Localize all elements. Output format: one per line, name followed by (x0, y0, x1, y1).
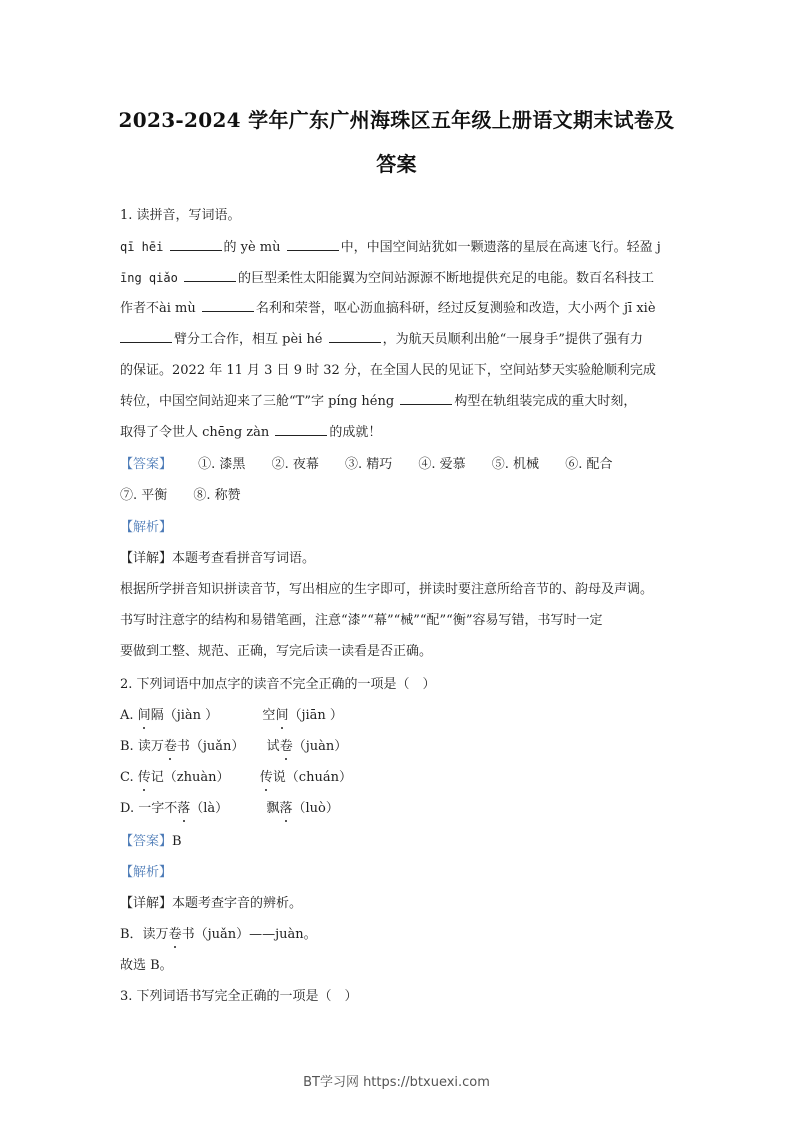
text: 书（juǎn） (176, 739, 245, 754)
text: 转位，中国空间站迎来了三舱“T”字 píng héng (120, 394, 395, 409)
answer-blank (184, 270, 236, 282)
option-label: D. (120, 801, 135, 816)
q1-answer-row1 (120, 456, 680, 474)
text: 一字不 (138, 801, 178, 816)
pinyin: īng qiǎo (120, 271, 178, 285)
pinyin: qī hēi (120, 240, 164, 254)
dotted-char: 卷 (279, 739, 293, 754)
answer-item: ⑧. 称赞 (193, 488, 241, 503)
answer-item: ③. 精巧 (344, 457, 393, 472)
q1-paragraph-line6 (120, 393, 680, 411)
text: 作者不ài mù (120, 301, 196, 316)
q1-paragraph-line2 (120, 269, 680, 288)
q3-stem: 3. 下列词语书写完全正确的一项是（ ） (120, 989, 358, 1004)
text: 中，中国空间站犹如一颗遗落的星辰在高速飞行。轻盈 j (340, 240, 661, 255)
footer-watermark: BT学习网 https://btxuexi.com (303, 1075, 490, 1090)
text: （juàn） (292, 739, 348, 754)
q2-answer (120, 833, 680, 851)
document-title-line2: 答案 (376, 152, 417, 176)
q1-detail (120, 550, 680, 568)
detail-text: 本题考查看拼音写词语。 (172, 551, 316, 566)
answer-item: ⑥. 配合 (565, 457, 613, 472)
dotted-char: 落 (177, 801, 191, 816)
detail-text: 本题考查字音的辨析。 (172, 896, 303, 911)
q1-explain-line1: 根据所学拼音知识拼读音节，写出相应的生字即可，拼读时要注意所给音节的、韵母及声调。 (120, 582, 654, 597)
text: 的成就！ (329, 425, 382, 440)
q1-paragraph-line4 (120, 331, 680, 349)
text: 构型在轨组装完成的重大时刻， (454, 394, 637, 409)
q1-paragraph-line7 (120, 424, 680, 442)
document-title-line1: 2023-2024 学年广东广州海珠区五年级上册语文期末试卷及 (118, 108, 675, 132)
option-label: B. (120, 739, 134, 754)
dotted-char: 卷 (168, 927, 182, 942)
q2-detail (120, 895, 680, 913)
answer-item: ①. 漆黑 (198, 457, 246, 472)
text: 的 yè mù (223, 240, 281, 255)
dotted-char: 落 (279, 801, 293, 816)
answer-item: ④. 爱慕 (418, 457, 466, 472)
answer-item: ⑤. 机械 (491, 457, 540, 472)
option-label: C. (120, 770, 134, 785)
dotted-char: 间 (137, 708, 151, 723)
q2-option-a (120, 707, 680, 725)
answer-item: ⑦. 平衡 (120, 488, 168, 503)
text: （luò） (292, 801, 339, 816)
option-label: A. (120, 708, 134, 723)
q2-explain (120, 926, 680, 944)
text: （là） (190, 801, 229, 816)
dotted-char: 间 (275, 708, 289, 723)
detail-tag: 【详解】 (120, 551, 173, 566)
q2-stem: 2. 下列词语中加点字的读音不完全正确的一项是（ ） (120, 677, 436, 692)
q2-analysis-tag: 【解析】 (120, 865, 173, 880)
text: 读万 (137, 739, 164, 754)
dotted-char: 传 (137, 770, 151, 785)
q2-option-c (120, 769, 680, 787)
text: 空 (262, 708, 276, 723)
answer-blank (329, 331, 381, 343)
dotted-char: 卷 (163, 739, 177, 754)
text: 隔（jiàn ） (150, 708, 219, 723)
text: 取得了令世人 chēng zàn (120, 425, 270, 440)
q1-paragraph-line3 (120, 300, 680, 318)
answer-item: ②. 夜幕 (271, 457, 319, 472)
dotted-char: 传 (259, 770, 273, 785)
q1-explain-line2: 书写时注意字的结构和易错笔画，注意“漆”“幕”“械”“配”“衡”容易写错，书写时一定 (120, 613, 603, 628)
q1-paragraph-line5: 的保证。2022 年 11 月 3 日 9 时 32 分，在全国人民的见证下，空间站梦天实验舱顺利完成 (120, 363, 656, 378)
text: 的巨型柔性太阳能翼为空间站源源不断地提供充足的电能。数百名科技工 (237, 271, 654, 286)
text: ，为航天员顺利出舱“一展身手”提供了强有力 (382, 332, 643, 347)
q1-paragraph-line1 (120, 238, 680, 257)
answer-value: B (172, 834, 182, 849)
text: 说（chuán） (272, 770, 352, 785)
text: （jiān ） (288, 708, 343, 723)
q1-stem: 1. 读拼音，写词语。 (120, 208, 241, 223)
q2-option-d (120, 800, 680, 818)
q1-explain-line3: 要做到工整、规范、正确，写完后读一读看是否正确。 (120, 644, 433, 659)
answer-blank (170, 239, 222, 251)
q2-conclusion: 故选 B。 (120, 958, 173, 973)
answer-tag: 【答案】 (120, 457, 173, 472)
answer-blank (202, 300, 254, 312)
q1-answer-row2 (120, 487, 680, 505)
text: B．读万 (120, 927, 169, 942)
answer-blank (400, 393, 452, 405)
answer-blank (287, 239, 339, 251)
text: 书（juǎn）——juàn。 (181, 927, 317, 942)
answer-blank (275, 424, 327, 436)
text: 记（zhuàn） (150, 770, 230, 785)
text: 臂分工合作，相互 pèi hé (174, 332, 323, 347)
q2-option-b (120, 738, 680, 756)
answer-tag: 【答案】 (120, 834, 173, 849)
q1-analysis-tag: 【解析】 (120, 520, 173, 535)
text: 试 (266, 739, 280, 754)
text: 名利和荣誉，呕心沥血搞科研，经过反复测验和改造，大小两个 jī xiè (255, 301, 656, 316)
detail-tag: 【详解】 (120, 896, 173, 911)
answer-blank (120, 331, 172, 343)
text: 飘 (266, 801, 280, 816)
